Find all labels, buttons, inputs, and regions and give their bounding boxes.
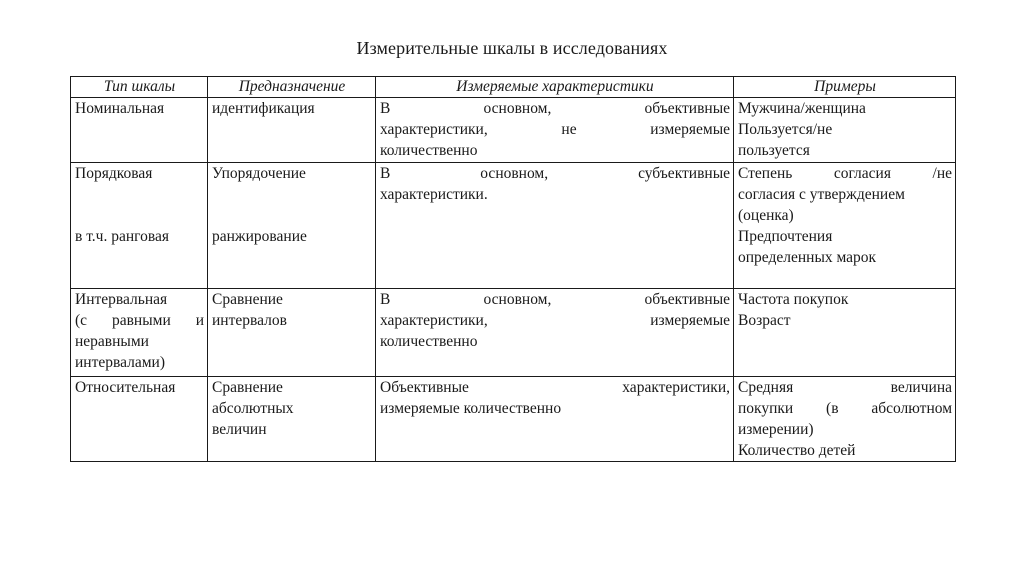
cell-line: измерении) <box>738 421 814 438</box>
table-row-nominal <box>71 98 956 163</box>
table-row-ordinal <box>71 163 956 289</box>
cell-line: характеристики, измеряемые <box>380 312 730 329</box>
cell-line: согласия с утверждением <box>738 186 905 203</box>
cell-line: Относительная <box>75 379 176 396</box>
cell-line: Возраст <box>738 312 791 329</box>
cell-purpose <box>208 289 376 377</box>
cell-line: характеристики. <box>380 186 488 203</box>
header-purpose: Предназначение <box>208 77 376 98</box>
table-row-ratio <box>71 377 956 462</box>
cell-purpose <box>208 98 376 163</box>
cell-line: величин <box>212 421 267 438</box>
cell-characteristics <box>376 289 734 377</box>
cell-line: количественно <box>380 142 478 159</box>
cell-line: Интервальная <box>75 291 168 308</box>
cell-line: определенных марок <box>738 249 877 266</box>
cell-line: Пользуется/не <box>738 121 833 138</box>
cell-line: характеристики, не измеряемые <box>380 121 730 138</box>
cell-line: Упорядочение <box>212 165 306 182</box>
header-characteristics: Измеряемые характеристики <box>376 77 734 98</box>
header-scale-type: Тип шкалы <box>71 77 208 98</box>
cell-examples <box>734 98 956 163</box>
cell-examples <box>734 163 956 289</box>
cell-line: (с равными и <box>75 312 204 329</box>
cell-line: Частота покупок <box>738 291 849 308</box>
cell-scale-type <box>71 163 208 289</box>
header-examples: Примеры <box>734 77 956 98</box>
cell-line: (оценка) <box>738 207 794 224</box>
cell-line: В основном, объективные <box>380 291 730 308</box>
cell-line: Порядковая <box>75 165 153 182</box>
cell-examples <box>734 289 956 377</box>
cell-line: Объективные характеристики, <box>380 379 730 396</box>
cell-line: интервалов <box>212 312 287 329</box>
cell-examples <box>734 377 956 462</box>
cell-characteristics <box>376 163 734 289</box>
cell-purpose <box>208 163 376 289</box>
cell-line: Степень согласия /не <box>738 165 952 182</box>
cell-line: В основном, субъективные <box>380 165 730 182</box>
cell-line: в т.ч. ранговая <box>75 228 169 245</box>
table-row-interval <box>71 289 956 377</box>
cell-line: Номинальная <box>75 100 165 117</box>
cell-line: Сравнение <box>212 291 283 308</box>
page-title: Измерительные шкалы в исследованиях <box>356 38 668 58</box>
cell-scale-type <box>71 377 208 462</box>
cell-line: Сравнение <box>212 379 283 396</box>
cell-purpose <box>208 377 376 462</box>
cell-line: идентификация <box>212 100 315 117</box>
cell-scale-type <box>71 289 208 377</box>
cell-line: покупки (в абсолютном <box>738 400 952 417</box>
cell-line: интервалами) <box>75 354 166 371</box>
cell-line: Средняя величина <box>738 379 952 396</box>
cell-line: В основном, объективные <box>380 100 730 117</box>
cell-line: Предпочтения <box>738 228 833 245</box>
cell-characteristics <box>376 98 734 163</box>
cell-scale-type <box>71 98 208 163</box>
cell-line: абсолютных <box>212 400 294 417</box>
cell-line: измеряемые количественно <box>380 400 562 417</box>
cell-line: неравными <box>75 333 149 350</box>
cell-line: Количество детей <box>738 442 856 459</box>
measurement-scales-table <box>70 76 956 462</box>
cell-line: пользуется <box>738 142 810 159</box>
cell-line: количественно <box>380 333 478 350</box>
cell-line: Мужчина/женщина <box>738 100 866 117</box>
table-header-row <box>71 77 956 98</box>
cell-line: ранжирование <box>212 228 307 245</box>
cell-characteristics <box>376 377 734 462</box>
